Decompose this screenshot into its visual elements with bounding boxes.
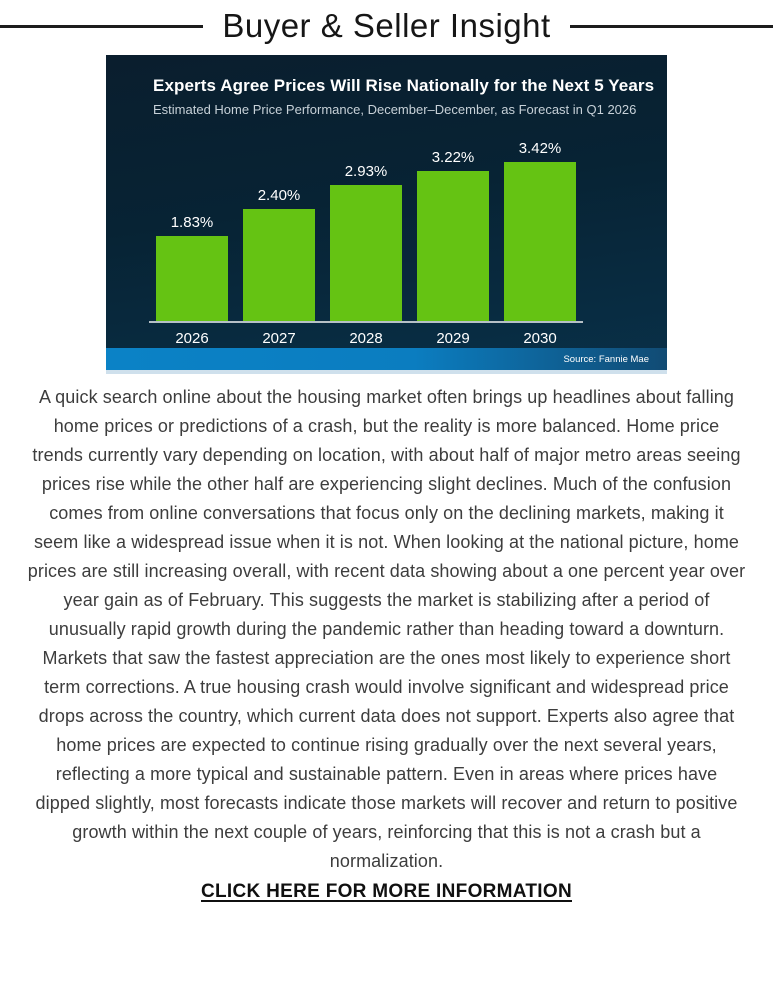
bar-value-label: 3.42% [518, 140, 562, 157]
bar-value-label: 3.22% [431, 149, 475, 166]
bar [417, 171, 489, 321]
chart-image [106, 55, 667, 374]
bar-value-label: 1.83% [170, 214, 214, 231]
x-axis-tick-label: 2030 [523, 330, 557, 347]
chart-source-bar [106, 348, 667, 370]
bar-value-label: 2.40% [257, 187, 301, 204]
article-body: A quick search online about the housing market often brings up headlines about falling home prices or predictions of a crash, but the reality is more balanced. Home price trends currently vary depending on location, with about half of major metro areas seeing prices rise while the other half are experiencing slight declines. Much of the confusion comes from online conversations that focus only on the declining markets, making it seem like a widespread issue when it is not. When looking at the national picture, home prices are still increasing overall, with recent data showing about a one percent year over year gain as of February. This suggests the market is stabilizing after a period of unusually rapid growth during the pandemic rather than heading toward a downturn. Markets that saw the fastest appreciation are the ones most likely to experience short term corrections. A true housing crash would involve significant and widespread price drops across the country, which current data does not support. Experts also agree that home prices are expected to continue rising gradually over the next several years, reflecting a more typical and sustainable pattern. Even in areas where prices have dipped slightly, most forecasts indicate those markets will recover and return to positive growth within the next couple of years, reinforcing that this is not a crash but a normalization. [27, 387, 746, 871]
bar-group [156, 214, 228, 321]
page-header [0, 2, 773, 50]
bar [330, 185, 402, 321]
x-axis-tick-label: 2027 [262, 330, 296, 347]
header-right-rule [570, 25, 773, 28]
chart-title: Experts Agree Prices Will Rise Nationally for the Next 5 Years [153, 76, 655, 95]
chart-subtitle: Estimated Home Price Performance, December–December, as Forecast in Q1 2026 [153, 102, 637, 117]
x-axis-tick-label: 2028 [349, 330, 383, 347]
bar-value-label: 2.93% [344, 163, 388, 180]
bar-group [243, 187, 315, 321]
bar-group [417, 149, 489, 321]
bar [243, 209, 315, 321]
cta-row [0, 881, 773, 903]
chart-source-text: Source: Fannie Mae [563, 353, 649, 365]
chart-bottom-edge [106, 370, 667, 374]
bar-plot [149, 139, 583, 323]
x-axis-tick-label: 2026 [175, 330, 209, 347]
bar-group [330, 163, 402, 321]
header-left-rule [0, 25, 203, 28]
chart-plot-area [149, 139, 583, 347]
bar-group [504, 140, 576, 321]
x-axis-labels [149, 330, 583, 347]
bar [504, 162, 576, 321]
page-title: Buyer & Seller Insight [222, 7, 551, 44]
more-information-link[interactable]: CLICK HERE FOR MORE INFORMATION [201, 881, 572, 902]
bar [156, 236, 228, 321]
x-axis-tick-label: 2029 [436, 330, 470, 347]
bar-chart [106, 55, 667, 370]
